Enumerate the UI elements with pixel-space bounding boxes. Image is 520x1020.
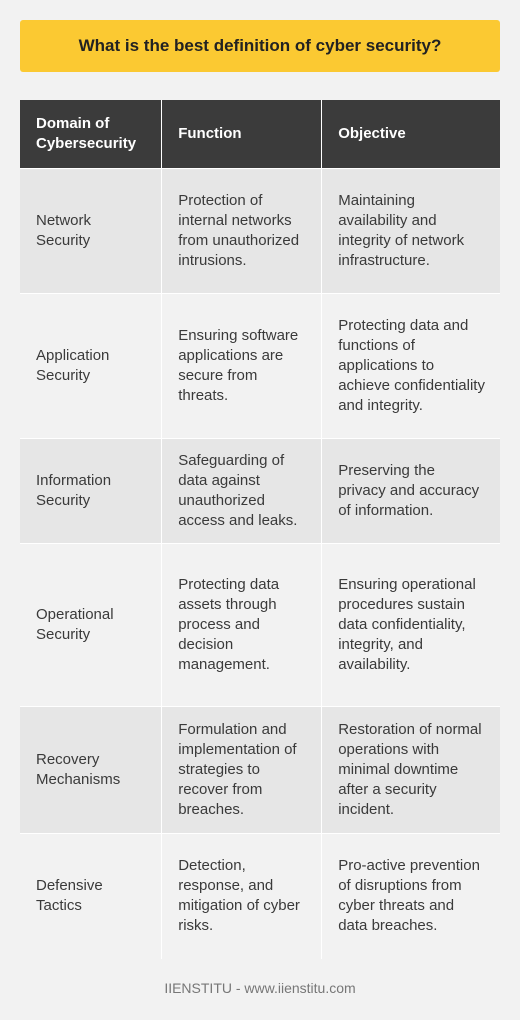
cell-function: Safeguarding of data against unauthorized access and leaks. <box>162 438 322 543</box>
cell-objective: Restoration of normal operations with minimal downtime after a security incident. <box>338 720 482 818</box>
table-row <box>20 438 500 543</box>
cell-domain: Recovery Mechanisms <box>20 706 162 833</box>
cell-function: Protecting data assets through process and decision management. <box>162 543 322 706</box>
cell-domain: Operational Security <box>20 543 162 706</box>
cell-domain: Defensive Tactics <box>20 833 162 959</box>
cybersecurity-table <box>20 100 500 959</box>
cell-objective: Maintaining availability and integrity of network infrastructure. <box>338 191 465 269</box>
header-domain: Domain of Cybersecurity <box>20 100 162 168</box>
header-objective: Objective <box>338 124 406 142</box>
table-row <box>20 293 500 438</box>
title-banner <box>20 20 500 72</box>
cell-objective: Preserving the privacy and accuracy of information. <box>338 461 480 519</box>
cell-objective: Protecting data and functions of applications to achieve confidentiality and integrity. <box>338 316 485 414</box>
table-row <box>20 543 500 706</box>
header-function: Function <box>162 100 322 168</box>
table-header-row <box>20 100 500 168</box>
table-row <box>20 833 500 959</box>
cell-function: Protection of internal networks from unauthorized intrusions. <box>162 168 322 293</box>
footer-credit: IIENSTITU - www.iienstitu.com <box>164 980 356 996</box>
cell-domain: Application Security <box>20 293 162 438</box>
cell-function: Ensuring software applications are secure from threats. <box>162 293 322 438</box>
table-row <box>20 706 500 833</box>
cell-objective: Ensuring operational procedures sustain data confidentiality, integrity, and availability. <box>338 575 476 673</box>
table-row <box>20 168 500 293</box>
cell-objective: Pro-active prevention of disruptions from cyber threats and data breaches. <box>338 857 480 935</box>
cell-domain: Network Security <box>20 168 162 293</box>
cell-domain: Information Security <box>20 438 162 543</box>
cell-function: Detection, response, and mitigation of cyber risks. <box>162 833 322 959</box>
page-title: What is the best definition of cyber security? <box>78 36 442 55</box>
cell-function: Formulation and implementation of strategies to recover from breaches. <box>162 706 322 833</box>
